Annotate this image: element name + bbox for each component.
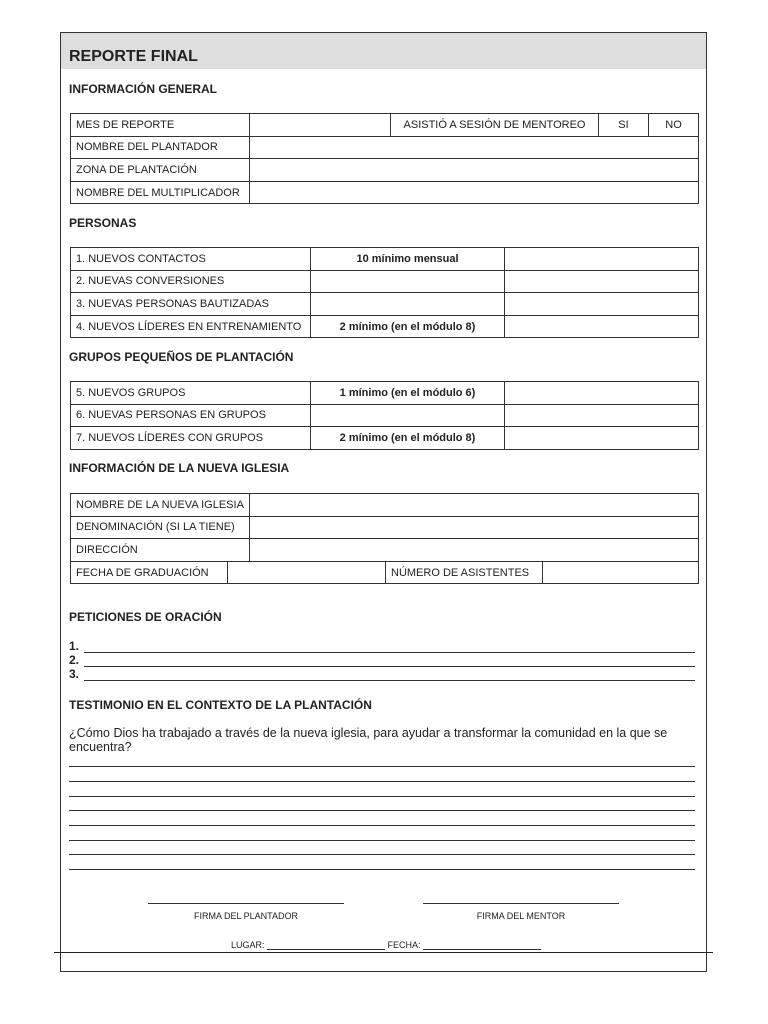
bottom-divider	[54, 952, 713, 953]
fecha-graduacion-field[interactable]	[228, 561, 386, 584]
personas-row-note: 10 mínimo mensual	[311, 248, 505, 271]
mes-reporte-field[interactable]	[250, 114, 391, 137]
asistentes-field[interactable]	[543, 561, 699, 584]
nombre-plantador-field[interactable]	[250, 136, 699, 159]
table-row	[71, 404, 699, 427]
firma-mentor-label: FIRMA DEL MENTOR	[476, 911, 566, 921]
firma-plantador-label: FIRMA DEL PLANTADOR	[193, 911, 299, 921]
general-table	[70, 113, 699, 204]
nombre-iglesia-label: NOMBRE DE LA NUEVA IGLESIA	[71, 494, 250, 517]
table-row	[71, 382, 699, 405]
prayer-line[interactable]	[69, 653, 695, 667]
grupos-row-note	[311, 404, 505, 427]
prayer-line-number: 2.	[69, 653, 80, 667]
grupos-row-note: 1 mínimo (en el módulo 6)	[311, 382, 505, 405]
fecha-field[interactable]	[423, 940, 541, 950]
lugar-label: LUGAR:	[231, 940, 265, 950]
writing-line[interactable]	[69, 854, 695, 855]
grupos-row-field[interactable]	[505, 427, 699, 450]
table-row	[71, 427, 699, 450]
grupos-row-note: 2 mínimo (en el módulo 8)	[311, 427, 505, 450]
section-grupos-heading: GRUPOS PEQUEÑOS DE PLANTACIÓN	[69, 350, 294, 364]
personas-row-label: 1. NUEVOS CONTACTOS	[71, 248, 311, 271]
personas-row-field[interactable]	[505, 248, 699, 271]
nombre-iglesia-field[interactable]	[250, 494, 699, 517]
table-row	[71, 270, 699, 293]
denominacion-label: DENOMINACIÓN (SI LA TIENE)	[71, 516, 250, 539]
firma-plantador-line[interactable]	[148, 903, 344, 904]
writing-line[interactable]	[69, 781, 695, 782]
prayer-line[interactable]	[69, 667, 695, 681]
zona-label: ZONA DE PLANTACIÓN	[71, 159, 250, 182]
section-personas-heading: PERSONAS	[69, 216, 137, 230]
writing-line[interactable]	[69, 796, 695, 797]
iglesia-table	[70, 493, 699, 584]
personas-row-label: 4. NUEVOS LÍDERES EN ENTRENAMIENTO	[71, 315, 311, 338]
prayer-line[interactable]	[69, 639, 695, 653]
personas-row-note	[311, 293, 505, 316]
denominacion-field[interactable]	[250, 516, 699, 539]
asistio-label: ASISTIÓ A SESIÓN DE MENTOREO	[391, 114, 599, 137]
grupos-row-label: 5. NUEVOS GRUPOS	[71, 382, 311, 405]
table-row	[71, 293, 699, 316]
writing-line[interactable]	[69, 840, 695, 841]
prayer-line-rule	[84, 680, 695, 681]
grupos-row-label: 6. NUEVAS PERSONAS EN GRUPOS	[71, 404, 311, 427]
fecha-label: FECHA:	[387, 940, 421, 950]
writing-line[interactable]	[69, 869, 695, 870]
grupos-row-label: 7. NUEVOS LÍDERES CON GRUPOS	[71, 427, 311, 450]
firma-mentor-line[interactable]	[423, 903, 619, 904]
no-option[interactable]: NO	[649, 114, 699, 137]
table-row	[71, 248, 699, 271]
zona-field[interactable]	[250, 159, 699, 182]
testimonio-question: ¿Cómo Dios ha trabajado a través de la nueva iglesia, para ayudar a transformar la comunidad en la que se encuentra?	[69, 726, 668, 754]
multiplicador-label: NOMBRE DEL MULTIPLICADOR	[71, 181, 250, 204]
section-testimonio-heading: TESTIMONIO EN EL CONTEXTO DE LA PLANTACIÓN	[69, 698, 372, 712]
report-form	[60, 32, 707, 972]
nombre-plantador-label: NOMBRE DEL PLANTADOR	[71, 136, 250, 159]
grupos-table	[70, 381, 699, 450]
mes-reporte-label: MES DE REPORTE	[71, 114, 250, 137]
direccion-field[interactable]	[250, 539, 699, 562]
prayer-line-number: 1.	[69, 639, 80, 653]
personas-row-label: 2. NUEVAS CONVERSIONES	[71, 270, 311, 293]
asistentes-label: NÚMERO DE ASISTENTES	[386, 561, 543, 584]
lugar-field[interactable]	[267, 940, 385, 950]
personas-row-field[interactable]	[505, 293, 699, 316]
si-option[interactable]: SI	[599, 114, 649, 137]
page-title: REPORTE FINAL	[69, 48, 198, 65]
section-general-heading: INFORMACIÓN GENERAL	[69, 82, 217, 96]
personas-row-note	[311, 270, 505, 293]
table-row	[71, 315, 699, 338]
writing-line[interactable]	[69, 810, 695, 811]
multiplicador-field[interactable]	[250, 181, 699, 204]
lugar-fecha-row	[231, 940, 541, 950]
section-peticiones-heading: PETICIONES DE ORACIÓN	[69, 610, 222, 624]
writing-line[interactable]	[69, 766, 695, 767]
writing-line[interactable]	[69, 825, 695, 826]
prayer-line-number: 3.	[69, 667, 80, 681]
section-iglesia-heading: INFORMACIÓN DE LA NUEVA IGLESIA	[69, 461, 290, 475]
personas-row-field[interactable]	[505, 270, 699, 293]
grupos-row-field[interactable]	[505, 382, 699, 405]
personas-row-field[interactable]	[505, 315, 699, 338]
fecha-graduacion-label: FECHA DE GRADUACIÓN	[71, 561, 228, 584]
personas-row-label: 3. NUEVAS PERSONAS BAUTIZADAS	[71, 293, 311, 316]
personas-row-note: 2 mínimo (en el módulo 8)	[311, 315, 505, 338]
grupos-row-field[interactable]	[505, 404, 699, 427]
personas-table	[70, 247, 699, 338]
direccion-label: DIRECCIÓN	[71, 539, 250, 562]
